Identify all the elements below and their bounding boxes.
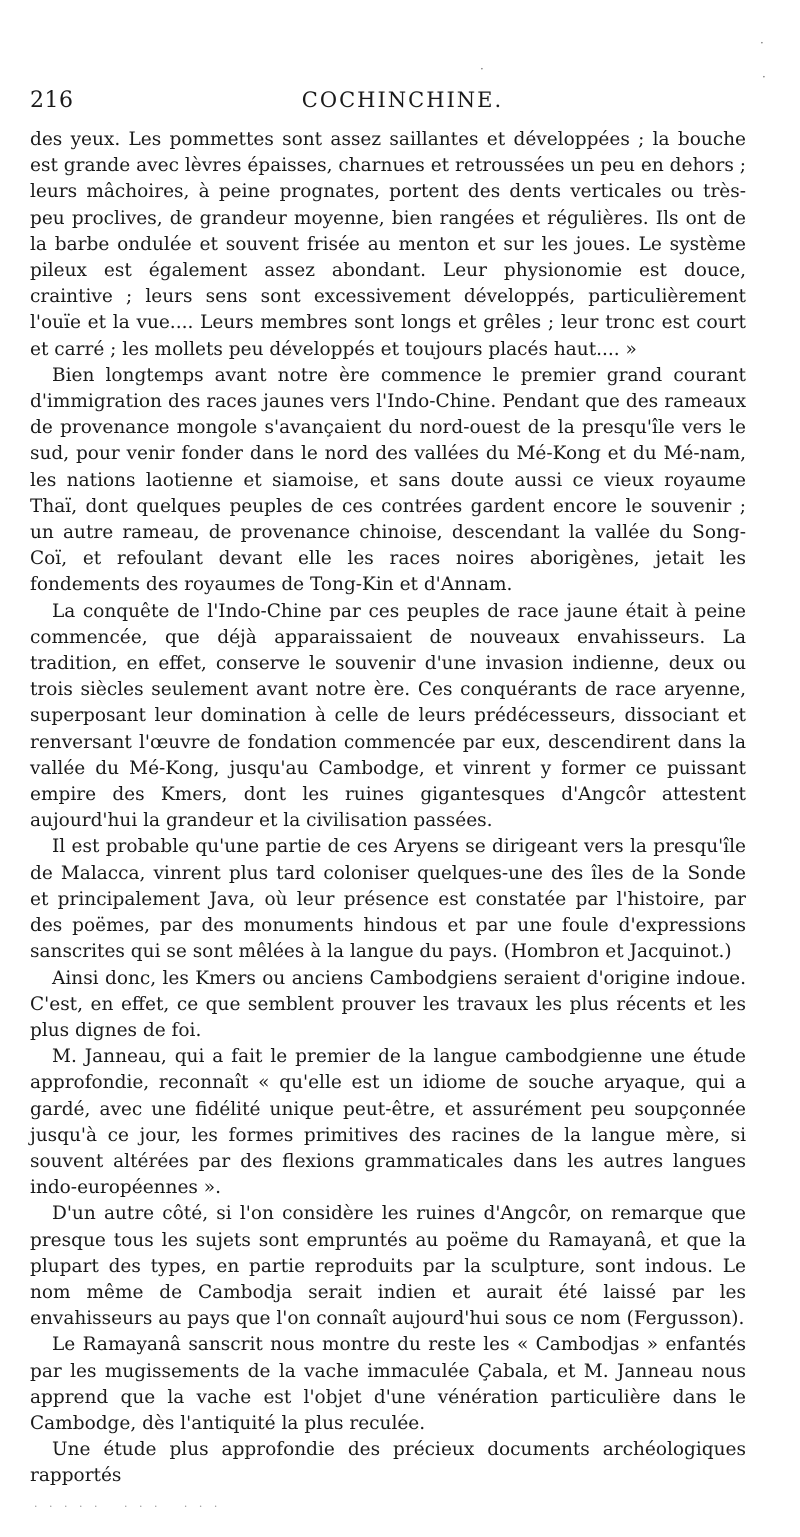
paragraph: Le Ramayanâ sanscrit nous montre du reste les « Cambodjas » enfantés par les mugissements de la vache immaculée Çabala, et M. Janneau nous apprend que la vache est l'objet d'une vénération particulière dans le Cambodge, dès l'antiquité la plus reculée.: [30, 1334, 746, 1434]
page-number: 216: [30, 88, 74, 113]
paragraph: Il est probable qu'une partie de ces Aryens se dirigeant vers la presqu'île de Malacca, vinrent plus tard coloniser quelques-une des îles de la Sonde et principalement Java, où leur présence est constatée par l'histoire, par des poëmes, par des monuments hindous et par une foule d'expressions sanscrites qui se sont mêlées à la langue du pays. (Hombron et Jacquinot.): [30, 836, 746, 963]
scan-speck: ·: [762, 70, 766, 84]
paragraph: des yeux. Les pommettes sont assez saillantes et développées ; la bouche est grande avec lèvres épaisses, charnues et retroussées un peu en dehors ; leurs mâchoires, à peine prognates, portent des dents verticales ou très-peu proclives, de grandeur moyenne, bien rangées et régulières. Ils ont de la barbe ondulée et souvent frisée au menton et sur les joues. Le système pileux est également assez abondant. Leur physionomie est douce, craintive ; leurs sens sont excessivement développés, particulièrement l'ouïe et la vue.... Leurs membres sont longs et grêles ; leur tronc est court et carré ; les mollets peu développés et toujours placés haut.... »: [30, 129, 746, 360]
paragraph: Ainsi donc, les Kmers ou anciens Cambodgiens seraient d'origine indoue. C'est, en effet, ce que semblent prouver les travaux les plus récents et les plus dignes de foi.: [30, 967, 746, 1041]
running-title: COCHINCHINE.: [301, 88, 504, 112]
body-text: [30, 127, 746, 1490]
scan-speck: ·: [480, 62, 484, 76]
paragraph: Une étude plus approfondie des précieux documents archéologiques rapportés: [30, 1439, 746, 1487]
paragraph: Bien longtemps avant notre ère commence le premier grand courant d'immigration des races jaunes vers l'Indo-Chine. Pendant que des rameaux de provenance mongole s'avançaient du nord-ouest de la presqu'île vers le sud, pour venir fonder dans le nord des vallées du Mé-Kong et du Mé-nam, les nations laotienne et siamoise, et sans doute aussi ce vieux royaume Thaï, dont quelques peuples de ces contrées gardent encore le souvenir ; un autre rameau, de provenance chinoise, descendant la vallée du Song-Coï, et refoulant devant elle les races noires aborigènes, jetait les fondements des royaumes de Tong-Kin et d'Annam.: [30, 364, 746, 596]
paragraph: La conquête de l'Indo-Chine par ces peuples de race jaune était à peine commencée, que déjà apparaissaient de nouveaux envahisseurs. La tradition, en effet, conserve le souvenir d'une invasion indienne, deux ou trois siècles seulement avant notre ère. Ces conquérants de race aryenne, superposant leur domination à celle de leurs prédécesseurs, dissociant et renversant l'œuvre de fondation commencée par eux, descendirent dans la vallée du Mé-Kong, jusqu'au Cambodge, et vinrent y former ce puissant empire des Kmers, dont les ruines gigantesques d'Angcôr attestent aujourd'hui la grandeur et la civilisation passées.: [30, 600, 746, 832]
paragraph: M. Janneau, qui a fait le premier de la langue cambodgienne une étude approfondie, reconnaît « qu'elle est un idiome de souche aryaque, qui a gardé, avec une fidélité unique peut-être, et assurément peu soupçonnée jusqu'à ce jour, les formes primitives des racines de la langue mère, si souvent altérées par des flexions grammaticales dans les autres langues indo-européennes ».: [30, 1046, 746, 1199]
scan-speck: ·: [760, 36, 764, 50]
paragraph: D'un autre côté, si l'on considère les ruines d'Angcôr, on remarque que presque tous les sujets sont empruntés au poëme du Ramayanâ, et que la plupart des types, en partie reproduits par la sculpture, sont indous. Le nom même de Cambodja serait indien et aurait été laissé par les envahisseurs au pays que l'on connaît aujourd'hui sous ce nom (Fergusson).: [30, 1203, 746, 1330]
scan-noise: · · · · · · · · · · ·: [34, 1500, 222, 1513]
running-head: [30, 88, 775, 118]
